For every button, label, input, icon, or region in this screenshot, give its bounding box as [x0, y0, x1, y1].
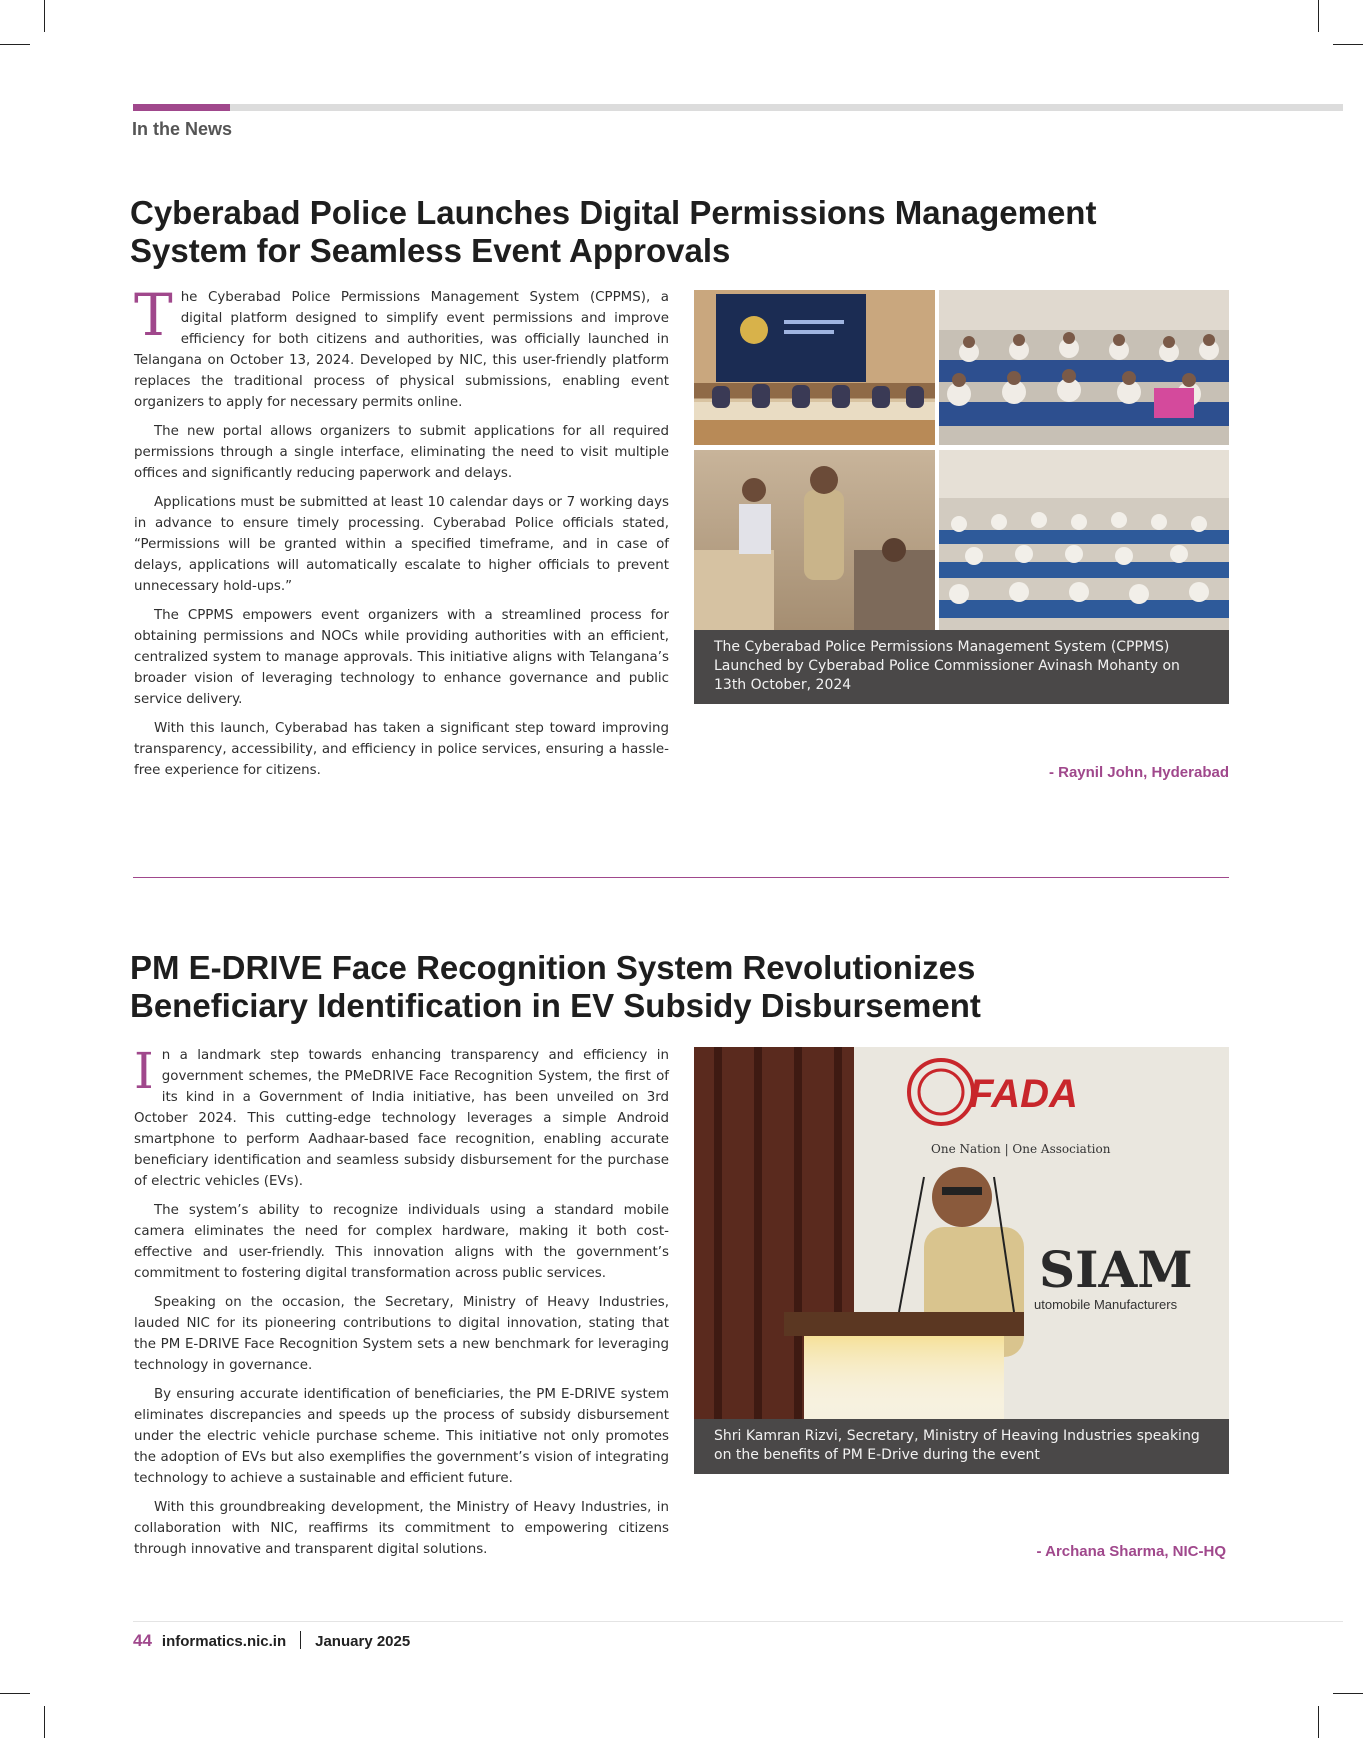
footer-separator — [300, 1631, 301, 1649]
article2-body — [134, 1042, 669, 1568]
crop-mark — [0, 1693, 30, 1694]
photo-speaker — [694, 450, 935, 630]
fada-tagline: One Nation | One Association — [931, 1142, 1111, 1156]
section-bar — [133, 104, 1343, 111]
article1-paragraph-5: With this launch, Cyberabad has taken a significant step toward improving transparency, accessibility, and efficiency in police services, ensuring a hassle-free experience for citizens. — [134, 721, 669, 778]
page-number: 44 — [133, 1631, 152, 1650]
crop-mark — [44, 1706, 45, 1738]
photo-dais — [694, 290, 935, 445]
article1-paragraph-2: The new portal allows organizers to submit applications for all required permissions through a single interface, eliminating the need to visit multiple offices and significantly reducing paperwork and delays. — [134, 424, 669, 481]
article2-title: PM E-DRIVE Face Recognition System Revolutionizes Beneficiary Identification in EV Subsidy Disbursement — [130, 949, 981, 1024]
audience-illustration — [939, 290, 1229, 445]
footer-site: informatics.nic.in — [161, 1633, 287, 1650]
article1-figure — [694, 290, 1229, 704]
article1-paragraph-3: Applications must be submitted at least 10 calendar days or 7 working days in advance to ensure timely processing. Cyberabad Police officials stated, “Permissions will be granted within a specified timeframe, and in case of delays, applications will automatically escalate to higher officials to prevent unnecessary hold-ups.” — [134, 495, 669, 594]
article2-paragraph-1: In a landmark step towards enhancing transparency and efficiency in government schemes, the PMeDRIVE Face Recognition System, the first of its kind in a Government of India initiative, has been unveiled on 3rd October 2024. This cutting-edge technology leverages a simple Android smartphone to perform Aadhaar-based face recognition, enabling accurate beneficiary identification and seamless subsidy disbursement for the purchase of electric vehicles (EVs). — [134, 1042, 669, 1189]
photo-audience-front — [939, 290, 1229, 445]
section-bar-accent — [133, 104, 230, 111]
siam-subtext: utomobile Manufacturers — [1034, 1297, 1178, 1312]
dais-illustration — [694, 290, 935, 445]
crop-mark — [1333, 44, 1363, 45]
article2-paragraph-2: The system’s ability to recognize individuals using a standard mobile camera eliminates the need for complex hardware, making it both cost-effective and user-friendly. This innovation aligns with the government’s commitment to fostering digital transformation across public services. — [134, 1203, 669, 1281]
article2-figure — [694, 1047, 1229, 1474]
dropcap: I — [134, 1042, 154, 1100]
fada-logo-text: FADA — [969, 1072, 1078, 1116]
speaker-illustration — [694, 450, 935, 630]
hall-illustration — [939, 450, 1229, 630]
article2-paragraph-4: By ensuring accurate identification of beneficiaries, the PM E-DRIVE system eliminates discrepancies and speeds up the process of subsidy disbursement under the electric vehicle purchase scheme. This initiative not only promotes the adoption of EVs but also exemplifies the government’s vision of integrating technology to achieve a sustainable and efficient future. — [134, 1387, 669, 1486]
article2-paragraph-3: Speaking on the occasion, the Secretary, Ministry of Heavy Industries, lauded NIC for its pioneering contributions to digital innovation, stating that the PM E-DRIVE Face Recognition System sets a new benchmark for leveraging technology in governance. — [134, 1295, 669, 1373]
photo-secretary-speaking — [694, 1047, 1229, 1419]
podium-illustration — [694, 1047, 1229, 1419]
article1-title: Cyberabad Police Launches Digital Permissions Management System for Seamless Event Approvals — [130, 194, 1097, 269]
article2-caption: Shri Kamran Rizvi, Secretary, Ministry of Heaving Industries speaking on the benefits of PM E-Drive during the event — [694, 1419, 1229, 1474]
article1-body — [134, 281, 669, 789]
crop-mark — [0, 44, 30, 45]
crop-mark — [1333, 1693, 1363, 1694]
article1-paragraph-1: The Cyberabad Police Permissions Management System (CPPMS), a digital platform designed to simplify event permissions and improve efficiency for both citizens and authorities, was officially launched in Telangana on October 13, 2024. Developed by NIC, this user-friendly platform replaces the traditional process of physical submissions, enabling event organizers to apply for necessary permits online. — [134, 281, 669, 410]
photo-hall-wide — [939, 450, 1229, 630]
article1-caption: The Cyberabad Police Permissions Management System (CPPMS) Launched by Cyberabad Police Commissioner Avinash Mohanty on 13th October, 2024 — [694, 630, 1229, 704]
section-label: In the News — [132, 119, 233, 139]
footer-rule — [133, 1621, 1343, 1622]
article1-byline: - Raynil John, Hyderabad — [1048, 764, 1229, 781]
crop-mark — [1318, 1706, 1319, 1738]
event-photo-collage — [694, 290, 1229, 630]
crop-mark — [44, 0, 45, 32]
page-footer — [133, 1631, 410, 1651]
dropcap: T — [134, 281, 173, 349]
footer-issue: January 2025 — [315, 1633, 411, 1650]
article2-byline: - Archana Sharma, NIC-HQ — [1036, 1543, 1226, 1560]
crop-mark — [1318, 0, 1319, 32]
article-divider — [133, 877, 1229, 878]
article2-paragraph-5: With this groundbreaking development, the Ministry of Heavy Industries, in collaboration with NIC, reaffirms its commitment to empowering citizens through innovative and transparent digital solutions. — [134, 1500, 669, 1557]
siam-logo-text: SIAM — [1039, 1240, 1193, 1299]
article1-paragraph-4: The CPPMS empowers event organizers with a streamlined process for obtaining permissions and NOCs while providing authorities with an efficient, centralized system to manage approvals. This initiative aligns with Telangana’s broader vision of leveraging technology to enhance governance and public service delivery. — [134, 608, 669, 707]
